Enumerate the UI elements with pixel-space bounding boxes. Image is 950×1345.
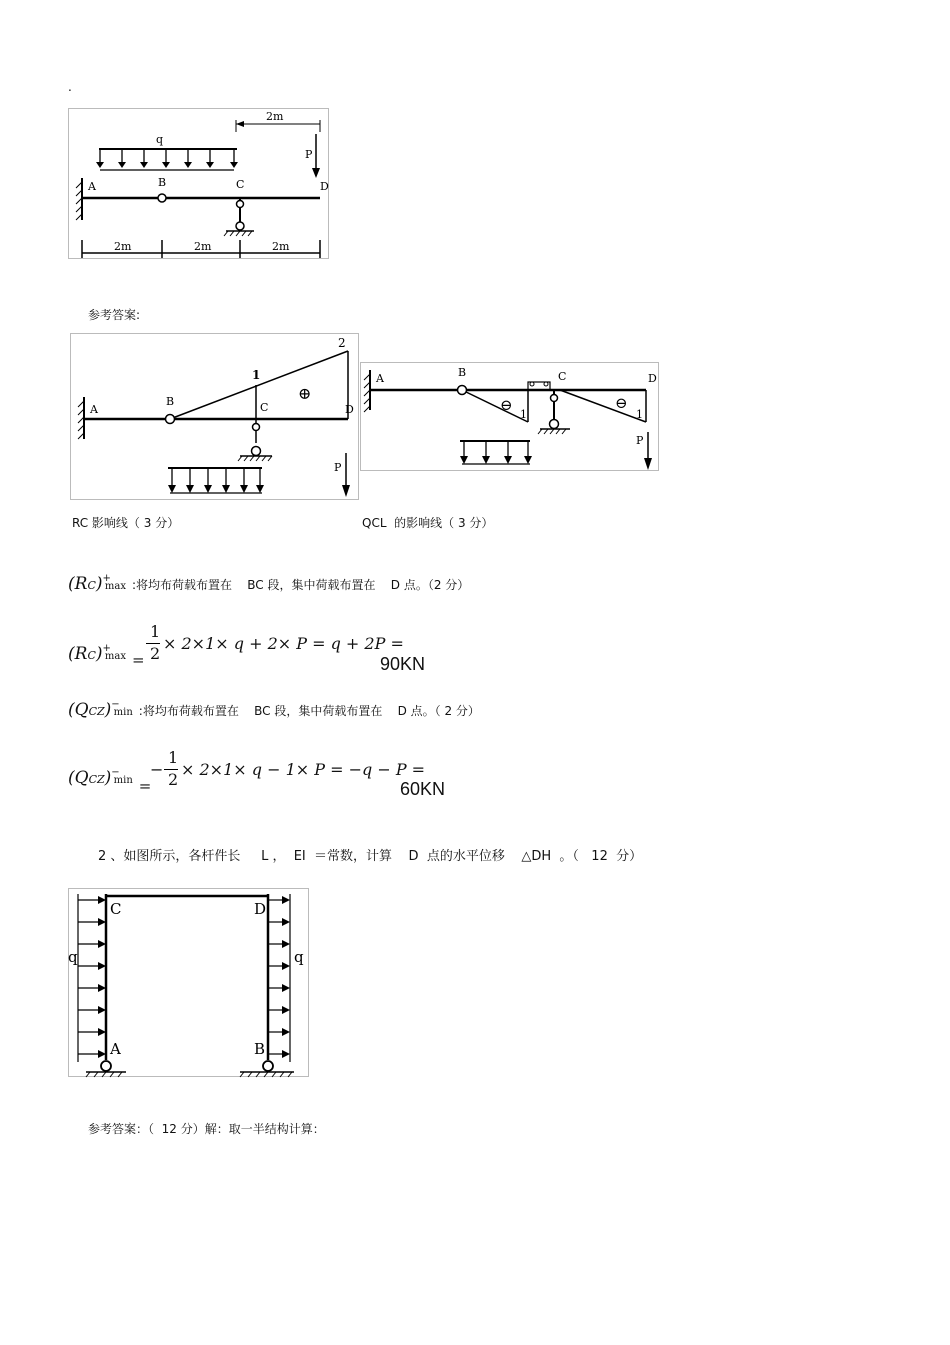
- fig1-dim-top: 2m: [266, 110, 284, 123]
- statement-rc-max: (RC)+max :将均布荷载布置在 BC 段，集中荷载布置在 D 点。（2 分）: [68, 573, 470, 594]
- qcl-label-c: C: [558, 370, 567, 383]
- eq1-symbol-sub: C: [87, 649, 96, 662]
- qcl-label-b: B: [458, 366, 467, 379]
- rc-label-c: C: [260, 401, 269, 414]
- figure-portal-frame: [68, 888, 310, 1078]
- frame-load-right: q: [294, 948, 304, 966]
- eq1-numerator: 1: [150, 622, 161, 641]
- page-mark: .: [68, 80, 72, 94]
- rc-label-a: A: [90, 403, 98, 416]
- fig1-load-q: q: [156, 133, 164, 146]
- eq1-result: 90KN: [380, 654, 426, 674]
- figure-beam: [68, 108, 330, 260]
- rc-load-p: P: [334, 461, 342, 474]
- question-2: 2 、如图所示，各杆件长 L ， EI ＝常数，计算 D 点的水平位移 △DH 。（ 12 分）: [98, 849, 643, 864]
- eq2-negative: −: [150, 760, 164, 779]
- eq1-equals: =: [131, 651, 145, 669]
- eq1-expression: × 2×1× q + 2× P = q + 2P =: [163, 634, 404, 653]
- figure-qcl-influence-line: [360, 362, 660, 472]
- eq2-sup: −: [111, 767, 120, 778]
- frame-load-left: q: [68, 948, 78, 966]
- qcl-subscr: min: [113, 707, 133, 718]
- qcl-ordinate-left: 1: [520, 408, 527, 421]
- qcl-label-a: A: [376, 372, 384, 385]
- fig1-label-d: D: [320, 180, 329, 193]
- eq2-equals: =: [138, 777, 152, 795]
- eq1-denominator: 2: [150, 644, 161, 663]
- frame-label-c: C: [110, 900, 122, 918]
- eq2-numerator: 1: [168, 748, 179, 767]
- caption-rc: RC 影响线（ 3 分）: [72, 516, 180, 530]
- frame-label-b: B: [254, 1040, 266, 1058]
- answer-label-1: 参考答案:: [88, 308, 141, 322]
- eq2-expression: × 2×1× q − 1× P = −q − P =: [181, 760, 426, 779]
- rc-symbol: (R: [68, 574, 88, 594]
- frame-label-a: A: [110, 1040, 121, 1058]
- eq2-result: 60KN: [400, 779, 446, 799]
- eq2-symbol-sub: CZ: [88, 773, 105, 786]
- rc-symbol-sub: C: [87, 579, 96, 592]
- eq2-subscr: min: [113, 775, 133, 786]
- fig1-load-p: P: [305, 148, 313, 161]
- qcl-sign-right: ⊖: [615, 394, 628, 412]
- fig1-label-a: A: [88, 180, 96, 193]
- rc-sup: +: [102, 573, 111, 584]
- eq2-denominator: 2: [168, 770, 179, 789]
- qcl-ordinate-right: 1: [636, 408, 643, 421]
- fig1-label-b: B: [158, 176, 167, 189]
- statement-qcl-min: (QCZ)−min :将均布荷载布置在 BC 段，集中荷载布置在 D 点。（ 2 分）: [68, 699, 480, 720]
- statement-rc-text: :将均布荷载布置在 BC 段，集中荷载布置在 D 点。（2 分）: [131, 578, 470, 592]
- eq1-symbol: (R: [68, 644, 88, 664]
- rc-subscr: max: [104, 581, 126, 592]
- equation-rc: (RC)+max = 1 2 × 2×1× q + 2× P = q + 2P =: [68, 622, 404, 669]
- figure-rc-influence-line: [70, 333, 360, 501]
- eq2-symbol: (Q: [68, 768, 89, 788]
- frame-label-d: D: [254, 900, 267, 918]
- caption-qcl: QCL 的影响线（ 3 分）: [362, 516, 494, 530]
- fig1-dim-3: 2m: [272, 240, 290, 253]
- equation-qcl: (QCZ)−min = − 1 2 × 2×1× q − 1× P = −q − P =: [68, 748, 426, 795]
- answer-label-2: 参考答案：（ 12 分）解：取一半结构计算：: [88, 1122, 325, 1136]
- qcl-sign-left: ⊖: [500, 396, 513, 414]
- rc-ordinate-1: 1: [252, 368, 261, 382]
- qcl-sup: −: [111, 699, 120, 710]
- qcl-label-d: D: [648, 372, 657, 385]
- rc-ordinate-2: 2: [338, 336, 346, 350]
- rc-label-b: B: [166, 395, 175, 408]
- fig1-dim-1: 2m: [114, 240, 132, 253]
- rc-sign: ⊕: [298, 384, 312, 403]
- eq1-subscr: max: [104, 651, 126, 662]
- qcl-symbol: (Q: [68, 700, 89, 720]
- fig1-dim-2: 2m: [194, 240, 212, 253]
- eq1-sup: +: [102, 643, 111, 654]
- qcl-symbol-sub: CZ: [88, 705, 105, 718]
- statement-qcl-text: :将均布荷载布置在 BC 段，集中荷载布置在 D 点。（ 2 分）: [138, 704, 480, 718]
- fig1-label-c: C: [236, 178, 245, 191]
- qcl-load-p: P: [636, 434, 644, 447]
- rc-label-d: D: [345, 403, 354, 416]
